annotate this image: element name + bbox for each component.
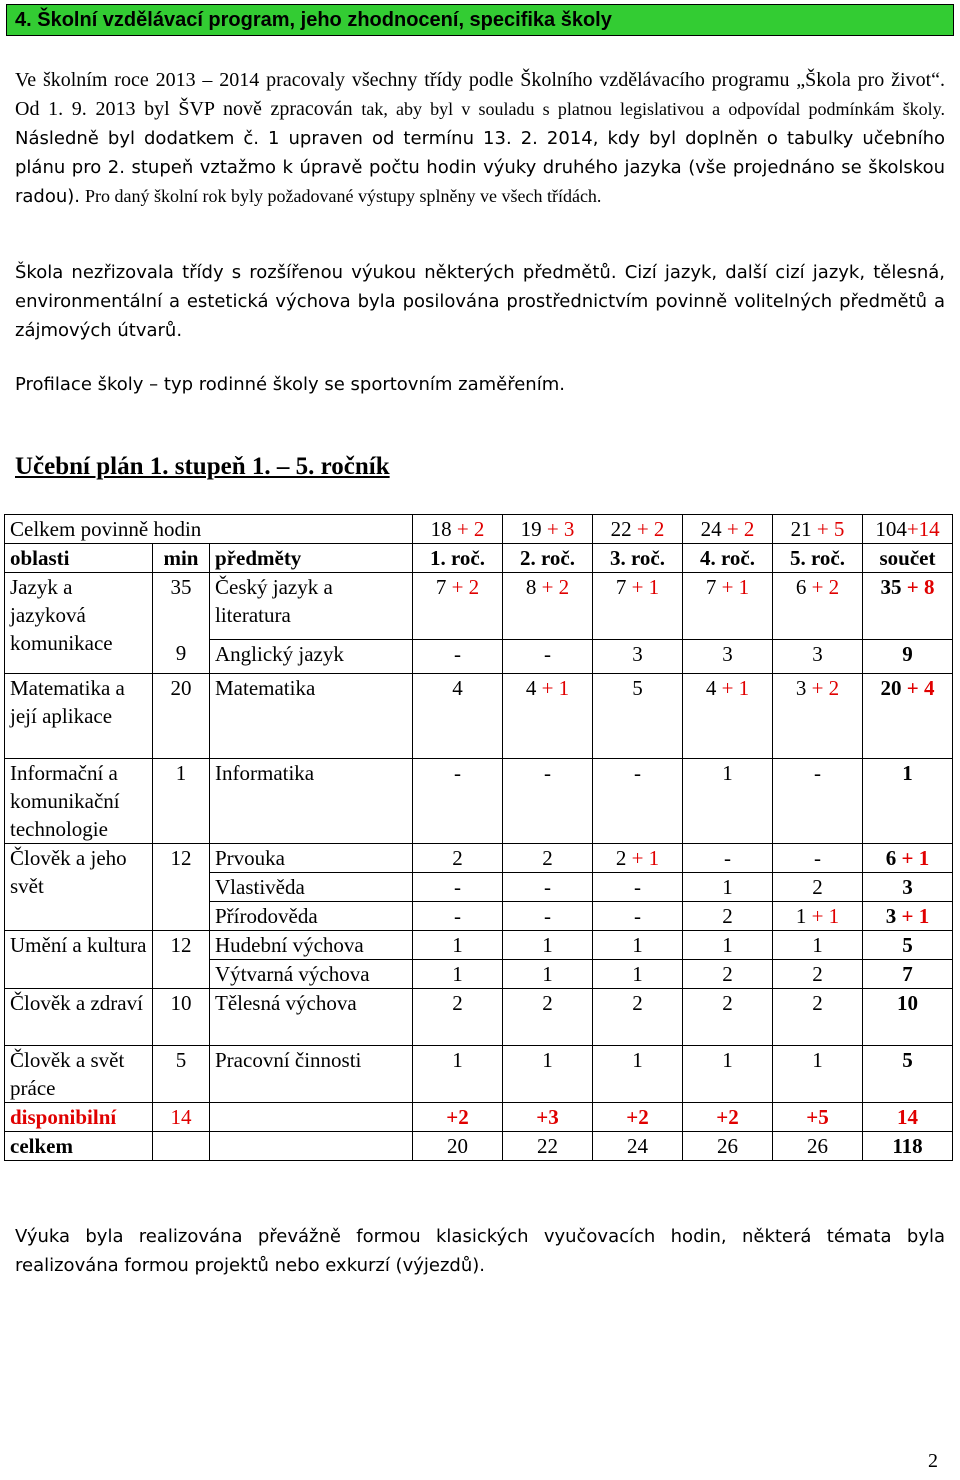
area-language: Jazyk a jazyková komunikace <box>5 573 153 674</box>
col-header-areas: oblasti <box>5 544 153 573</box>
table-row: Člověk a svět práce 5 Pracovní činnosti 1 1 1 1 1 5 <box>5 1046 953 1103</box>
available-min: 14 <box>153 1103 210 1132</box>
total-hours-2: 19 + 3 <box>503 515 593 544</box>
min-language: 35 <box>153 573 210 640</box>
table-row: Jazyk a jazyková komunikace 35 Český jazyk a literatura 7 + 2 8 + 2 7 + 1 7 + 1 6 + 2 35 + 8 <box>5 573 953 640</box>
section-title: 4. Školní vzdělávací program, jeho zhodnocení, specifika školy <box>15 9 612 31</box>
intro-paragraph <box>15 66 945 211</box>
table-row-total: celkem 20 22 24 26 26 118 <box>5 1132 953 1161</box>
subject-art: Výtvarná výchova <box>210 960 413 989</box>
intro-text-a: Ve školním roce 2013 – 2014 pracovaly všechny třídy podle Školního vzdělávacího programu „Škola pro život“. Od 1. 9. 2013 byl ŠVP nově zpracován <box>15 69 945 120</box>
intro-text-c: Následně byl dodatkem č. 1 upraven od termínu 13. 2. 2014, kdy byl doplněn o tabulky učebního plánu pro 2. stupeň vztažmo k úpravě počtu hodin výuky druhého jazyka (vše projednáno se školskou radou). <box>15 128 945 207</box>
section-header-bar <box>6 4 954 36</box>
profile-text-a: Škola nezřizovala třídy s rozšířenou výukou některých předmětů. <box>15 262 617 283</box>
col-header-grade-3: 3. roč. <box>593 544 683 573</box>
table-header-row <box>5 544 953 573</box>
profilation-paragraph <box>15 370 945 399</box>
total-label: celkem <box>5 1132 153 1161</box>
table-row: Člověk a zdraví 10 Tělesná výchova 2 2 2 2 2 10 <box>5 989 953 1046</box>
subject-music: Hudební výchova <box>210 931 413 960</box>
table-row: Vlastivěda - - - 1 2 3 <box>5 873 953 902</box>
total-hours-1: 18 + 2 <box>413 515 503 544</box>
area-work: Člověk a svět práce <box>5 1046 153 1103</box>
page-number: 2 <box>928 1450 938 1472</box>
subject-work: Pracovní činnosti <box>210 1046 413 1103</box>
total-hours-5: 21 + 5 <box>773 515 863 544</box>
area-health: Člověk a zdraví <box>5 989 153 1046</box>
col-header-grade-5: 5. roč. <box>773 544 863 573</box>
total-hours-label: Celkem povinně hodin <box>5 515 413 544</box>
subject-ict: Informatika <box>210 759 413 844</box>
col-header-sum: součet <box>863 544 953 573</box>
intro-text-d: Pro daný školní rok byly požadované výstupy splněny ve všech třídách. <box>85 186 602 206</box>
profilation-text: Profilace školy – typ rodinné školy se sportovním zaměřením. <box>15 374 565 395</box>
area-world: Člověk a jeho svět <box>5 844 153 931</box>
subject-czech: Český jazyk a literatura <box>210 573 413 640</box>
total-hours-sum: 104+14 <box>863 515 953 544</box>
table-row-total-hours <box>5 515 953 544</box>
subject-english: Anglický jazyk <box>210 639 413 673</box>
col-header-grade-1: 1. roč. <box>413 544 503 573</box>
curriculum-table <box>4 514 953 1161</box>
area-math: Matematika a její aplikace <box>5 674 153 759</box>
col-header-min: min <box>153 544 210 573</box>
footer-paragraph: Výuka byla realizována převážně formou klasických vyučovacích hodin, některá témata byla realizována formou projektů nebo exkurzí (výjezdů). <box>15 1226 945 1276</box>
min-language-2: 9 <box>153 639 210 673</box>
col-header-grade-4: 4. roč. <box>683 544 773 573</box>
total-hours-4: 24 + 2 <box>683 515 773 544</box>
area-art: Umění a kultura <box>5 931 153 989</box>
subject-math: Matematika <box>210 674 413 759</box>
table-row: Umění a kultura 12 Hudební výchova 1 1 1 1 1 5 <box>5 931 953 960</box>
intro-text-b: tak, aby byl v souladu s platnou legislativou a odpovídal podmínkám školy. <box>361 99 945 119</box>
table-row: 9 Anglický jazyk - - 3 3 3 9 <box>5 639 953 673</box>
subject-prvouka: Prvouka <box>210 844 413 873</box>
table-row-available: disponibilní 14 +2 +3 +2 +2 +5 14 <box>5 1103 953 1132</box>
table-row: Informační a komunikační technologie 1 Informatika - - - 1 - 1 <box>5 759 953 844</box>
plan-title: Učební plán 1. stupeň 1. – 5. ročník <box>15 453 390 480</box>
subject-prirodoveda: Přírodověda <box>210 902 413 931</box>
table-row: Výtvarná výchova 1 1 1 2 2 7 <box>5 960 953 989</box>
table-row: Přírodověda - - - 2 1 + 1 3 + 1 <box>5 902 953 931</box>
available-label: disponibilní <box>5 1103 153 1132</box>
total-hours-3: 22 + 2 <box>593 515 683 544</box>
col-header-subjects: předměty <box>210 544 413 573</box>
profile-text-b: Cizí jazyk, další cizí jazyk, tělesná, environmentální a estetická výchova byla posilována prostřednictvím povinně volitelných předmětů a zájmových útvarů. <box>15 262 945 341</box>
subject-vlastiveda: Vlastivěda <box>210 873 413 902</box>
subject-pe: Tělesná výchova <box>210 989 413 1046</box>
col-header-grade-2: 2. roč. <box>503 544 593 573</box>
table-row: Člověk a jeho svět 12 Prvouka 2 2 2 + 1 - - 6 + 1 <box>5 844 953 873</box>
area-ict: Informační a komunikační technologie <box>5 759 153 844</box>
profile-paragraph <box>15 258 945 345</box>
table-row: Matematika a její aplikace 20 Matematika 4 4 + 1 5 4 + 1 3 + 2 20 + 4 <box>5 674 953 759</box>
